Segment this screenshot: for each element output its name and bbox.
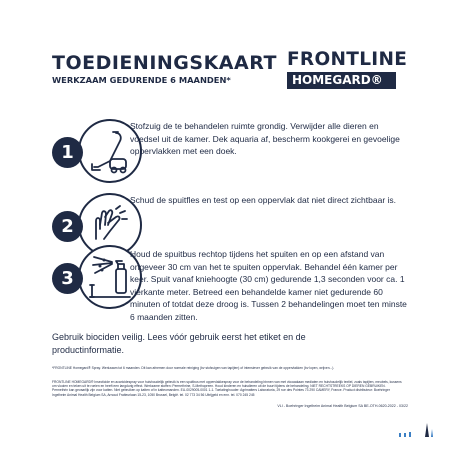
page-title: TOEDIENINGSKAART <box>52 52 277 74</box>
step-text: Stofzuig de te behandelen ruimte grondig. Verwijder alle dieren en voedsel uit de kamer. Dek aquaria af, bescherm kookgerei en gevoelige oppervlakken met een doek. <box>130 121 400 156</box>
footnote-legal: FRONTLINE HOMEGARD® Insecticide en acaricidespray voor huishoudelijk gebruik is een spuitbus met oppervlakkespray voor de behandeling binnen van met vlooaakaan mediaten en huishoudelijk textiel, zoals tapijten, meubels, kussens om vlooien en teken uit te roeien en heeft een langdurig effect. Werkzame stoffen: Permethrine, S-Methopreen. Houd kinderen en huisdieren uit de buurt tijdens de behandeling. NIET RECHTSTREEKS OP DIEREN GEBRUIKEN. Permethrin kan gevaarlijk zijn voor katten. Niet gebruiken op katten of in katteomanden. EU-0029005-0001 1-1. Toelatinghouder: Agrimatters Laboratoria, 29 rue des Pointes 73 290 CAMERY, France. Product distributeur: Boehringer Ingelheim Animal Health Belgium SA, Arnoud Fraiteurlaan 15-23, 1050 Brussel, België. tel. 02 773 34 56 Uitrijgeld en enn. tel. 070 245 245 <box>52 380 402 397</box>
document-code: VLI - Boehringer Ingelheim Animal Health Belgium SA BE-OTH-0620-2022 - 03/22 <box>277 404 408 408</box>
corporate-mark-icon <box>395 421 437 439</box>
footnote-duration: *FRONTLINE Homegard® Spray. Werkzaam tot 6 maanden. Dit kan afnemen door normale reiniging (bv stofzuigen van tapijten) of intensiever gebruik van de oppervlakken (bv lopen, wrijven...). <box>52 366 335 370</box>
safety-note: Gebruik biociden veilig. Lees vóór gebruik eerst het etiket en de productinformatie. <box>52 332 306 355</box>
logo-brand: FRONTLINE <box>287 49 408 70</box>
step-number: 2 <box>52 211 83 242</box>
logo-product: HOMEGARD® <box>287 72 396 89</box>
step-3 <box>52 248 407 322</box>
frontline-logo <box>287 49 408 89</box>
step-number: 1 <box>52 137 83 168</box>
step-text: Schud de spuitfles en test op een oppervlak dat niet direct zichtbaar is. <box>130 195 397 205</box>
step-1 <box>52 122 402 192</box>
step-text: Houd de spuitbus rechtop tijdens het spuiten en op een afstand van ongeveer 30 cm van het te spuiten oppervlak. Behandel één kamer per keer. Spuit vanaf kniehoogte (30 cm) gedurende 1,3 seconden voor ca. 1 vierkante meter. Betreed een behandelde kamer niet gedurende 60 minuten of totdat deze droog is. Tussen 2 behandelingen moet ten minste 6 maanden zitten. <box>130 249 407 322</box>
step-number: 3 <box>52 263 83 294</box>
page-subtitle: WERKZAAM GEDURENDE 6 MAANDEN* <box>52 75 231 85</box>
